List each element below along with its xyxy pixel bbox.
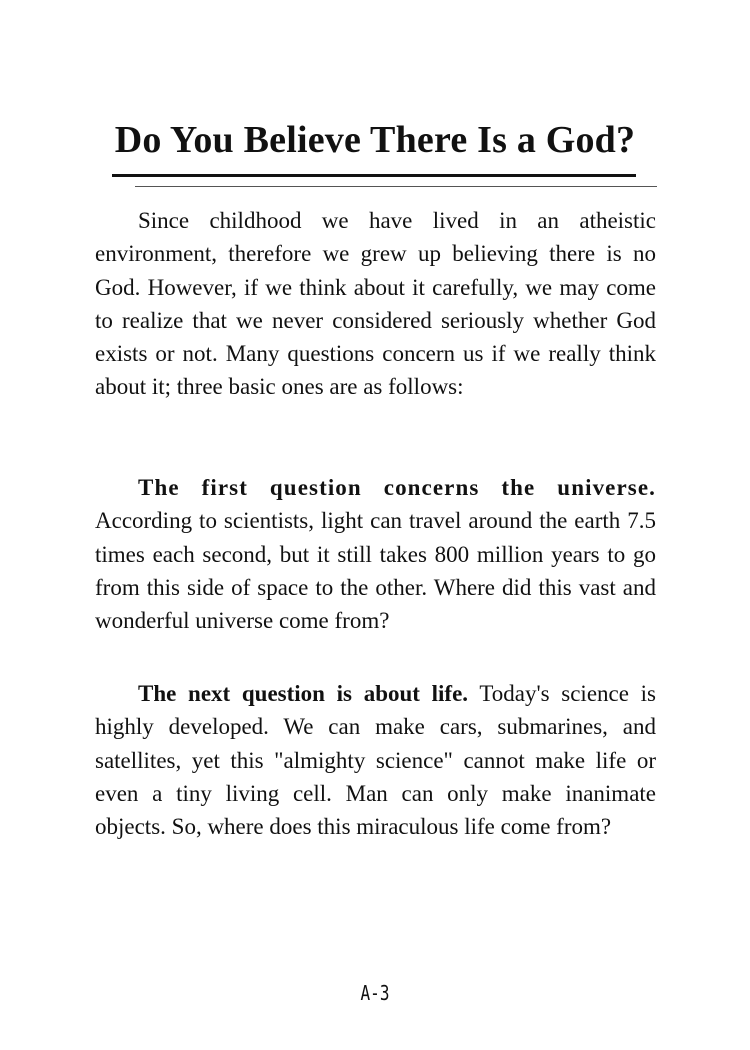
paragraph-life <box>95 677 656 843</box>
paragraph-universe <box>95 471 656 637</box>
paragraph-intro <box>95 204 656 404</box>
paragraph-lead: The next question is about life. <box>138 681 469 706</box>
paragraph-text: According to scientists, light can travel around the earth 7.5 times each second, but it still takes 800 million years to go from this side of space to the other. Where did this vast and wonderful universe come from? <box>95 508 656 634</box>
paragraph-text: Today's science is highly developed. We can make cars, submarines, and satellites, yet this "almighty science" cannot make life or even a tiny living cell. Man can only make inanimate objects. So, where does this miraculous life come from? <box>95 681 656 840</box>
paragraph-lead: The first question concerns the universe. <box>138 475 656 500</box>
paragraph-text: Since childhood we have lived in an atheistic environment, therefore we grew up believing there is no God. However, if we think about it carefully, we may come to realize that we never considered seriously whether God exists or not. Many questions concern us if we really think about it; three basic ones are as follows: <box>95 208 656 400</box>
title-underline-thick <box>112 174 636 177</box>
title-underline-thin <box>135 186 657 187</box>
page-number: A-3 <box>360 981 390 1005</box>
page-title: Do You Believe There Is a God? <box>114 119 636 161</box>
